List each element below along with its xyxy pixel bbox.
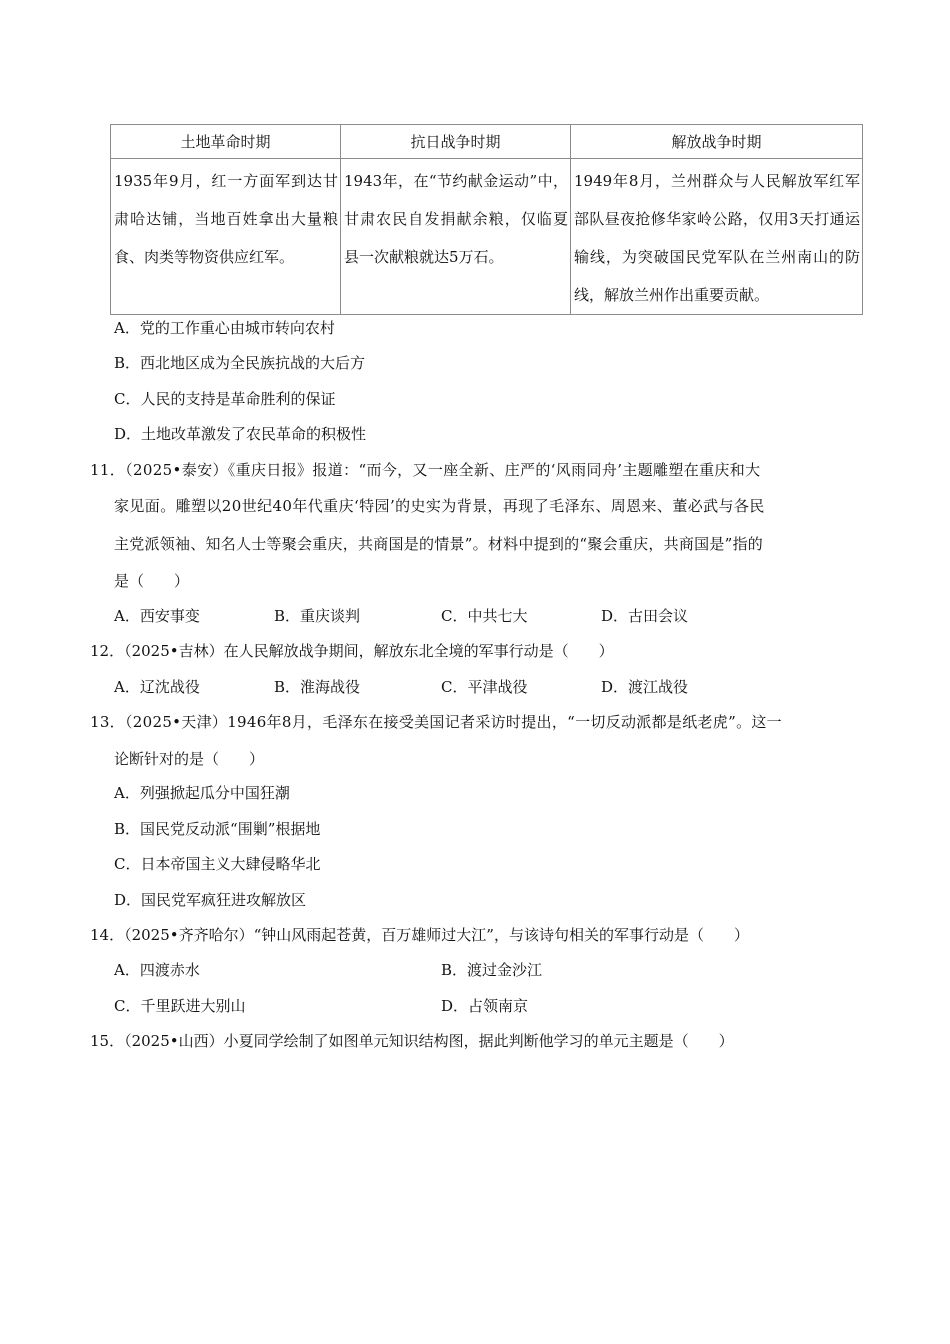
option-text: B．渡过金沙江 [441, 961, 543, 979]
option-text: D．占领南京 [441, 997, 529, 1015]
option-text: C．千里跃进大别山 [114, 997, 246, 1015]
question-stem-line: 论断针对的是（ ） [114, 750, 265, 768]
table-header: 抗日战争时期 [341, 125, 571, 159]
question-stem: 13．（2025•天津）1946年8月，毛泽东在接受美国记者采访时提出，“一切反动派都是纸老虎”。这一 [90, 713, 782, 731]
question-stem-line: 是（ ） [114, 572, 190, 590]
option-text: D．渡江战役 [601, 678, 689, 696]
question-stem: 15．（2025•山西）小夏同学绘制了如图单元知识结构图，据此判断他学习的单元主题是（ ） [90, 1032, 734, 1050]
option-text: A．辽沈战役 [114, 678, 200, 696]
option-text: C．日本帝国主义大肆侵略华北 [114, 855, 321, 873]
option-text: A．列强掀起瓜分中国狂潮 [114, 784, 290, 802]
option-text: A．四渡赤水 [114, 961, 200, 979]
option-text: A．党的工作重心由城市转向农村 [114, 319, 335, 337]
option-text: C．中共七大 [441, 607, 528, 625]
table-cell: 1949年8月，兰州群众与人民解放军红军部队昼夜抢修华家岭公路，仅用3天打通运输线，为突破国民党军队在兰州南山的防线，解放兰州作出重要贡献。 [571, 159, 863, 315]
option-text: C．平津战役 [441, 678, 528, 696]
question-stem: 14．（2025•齐齐哈尔）“钟山风雨起苍黄，百万雄师过大江”，与该诗句相关的军事行动是（ ） [90, 926, 749, 944]
option-text: A．西安事变 [114, 607, 200, 625]
option-text: C．人民的支持是革命胜利的保证 [114, 390, 336, 408]
question-stem: 12．（2025•吉林）在人民解放战争期间，解放东北全境的军事行动是（ ） [90, 642, 614, 660]
material-table [110, 124, 863, 315]
option-text: B．国民党反动派“围剿”根据地 [114, 820, 321, 838]
option-text: B．淮海战役 [274, 678, 361, 696]
question-stem: 11．（2025•泰安）《重庆日报》报道：“而今，又一座全新、庄严的‘风雨同舟’主题雕塑在重庆和大 [90, 461, 761, 479]
table-row [111, 159, 863, 315]
question-stem-line: 主党派领袖、知名人士等聚会重庆，共商国是的情景”。材料中提到的“聚会重庆，共商国是”指的 [114, 535, 764, 553]
option-text: B．西北地区成为全民族抗战的大后方 [114, 354, 366, 372]
question-stem-line: 家见面。雕塑以20世纪40年代重庆‘特园’的史实为背景，再现了毛泽东、周恩来、董必武与各民 [114, 497, 765, 515]
option-text: D．土地改革激发了农民革命的积极性 [114, 425, 367, 443]
option-text: D．古田会议 [601, 607, 689, 625]
table-header: 土地革命时期 [111, 125, 341, 159]
table-header-row [111, 125, 863, 159]
option-text: D．国民党军疯狂进攻解放区 [114, 891, 307, 909]
table-cell: 1943年，在“节约献金运动”中，甘肃农民自发捐献余粮，仅临夏县一次献粮就达5万石。 [341, 159, 571, 315]
table-cell: 1935年9月，红一方面军到达甘肃哈达铺，当地百姓拿出大量粮食、肉类等物资供应红军。 [111, 159, 341, 315]
table-header: 解放战争时期 [571, 125, 863, 159]
option-text: B．重庆谈判 [274, 607, 361, 625]
